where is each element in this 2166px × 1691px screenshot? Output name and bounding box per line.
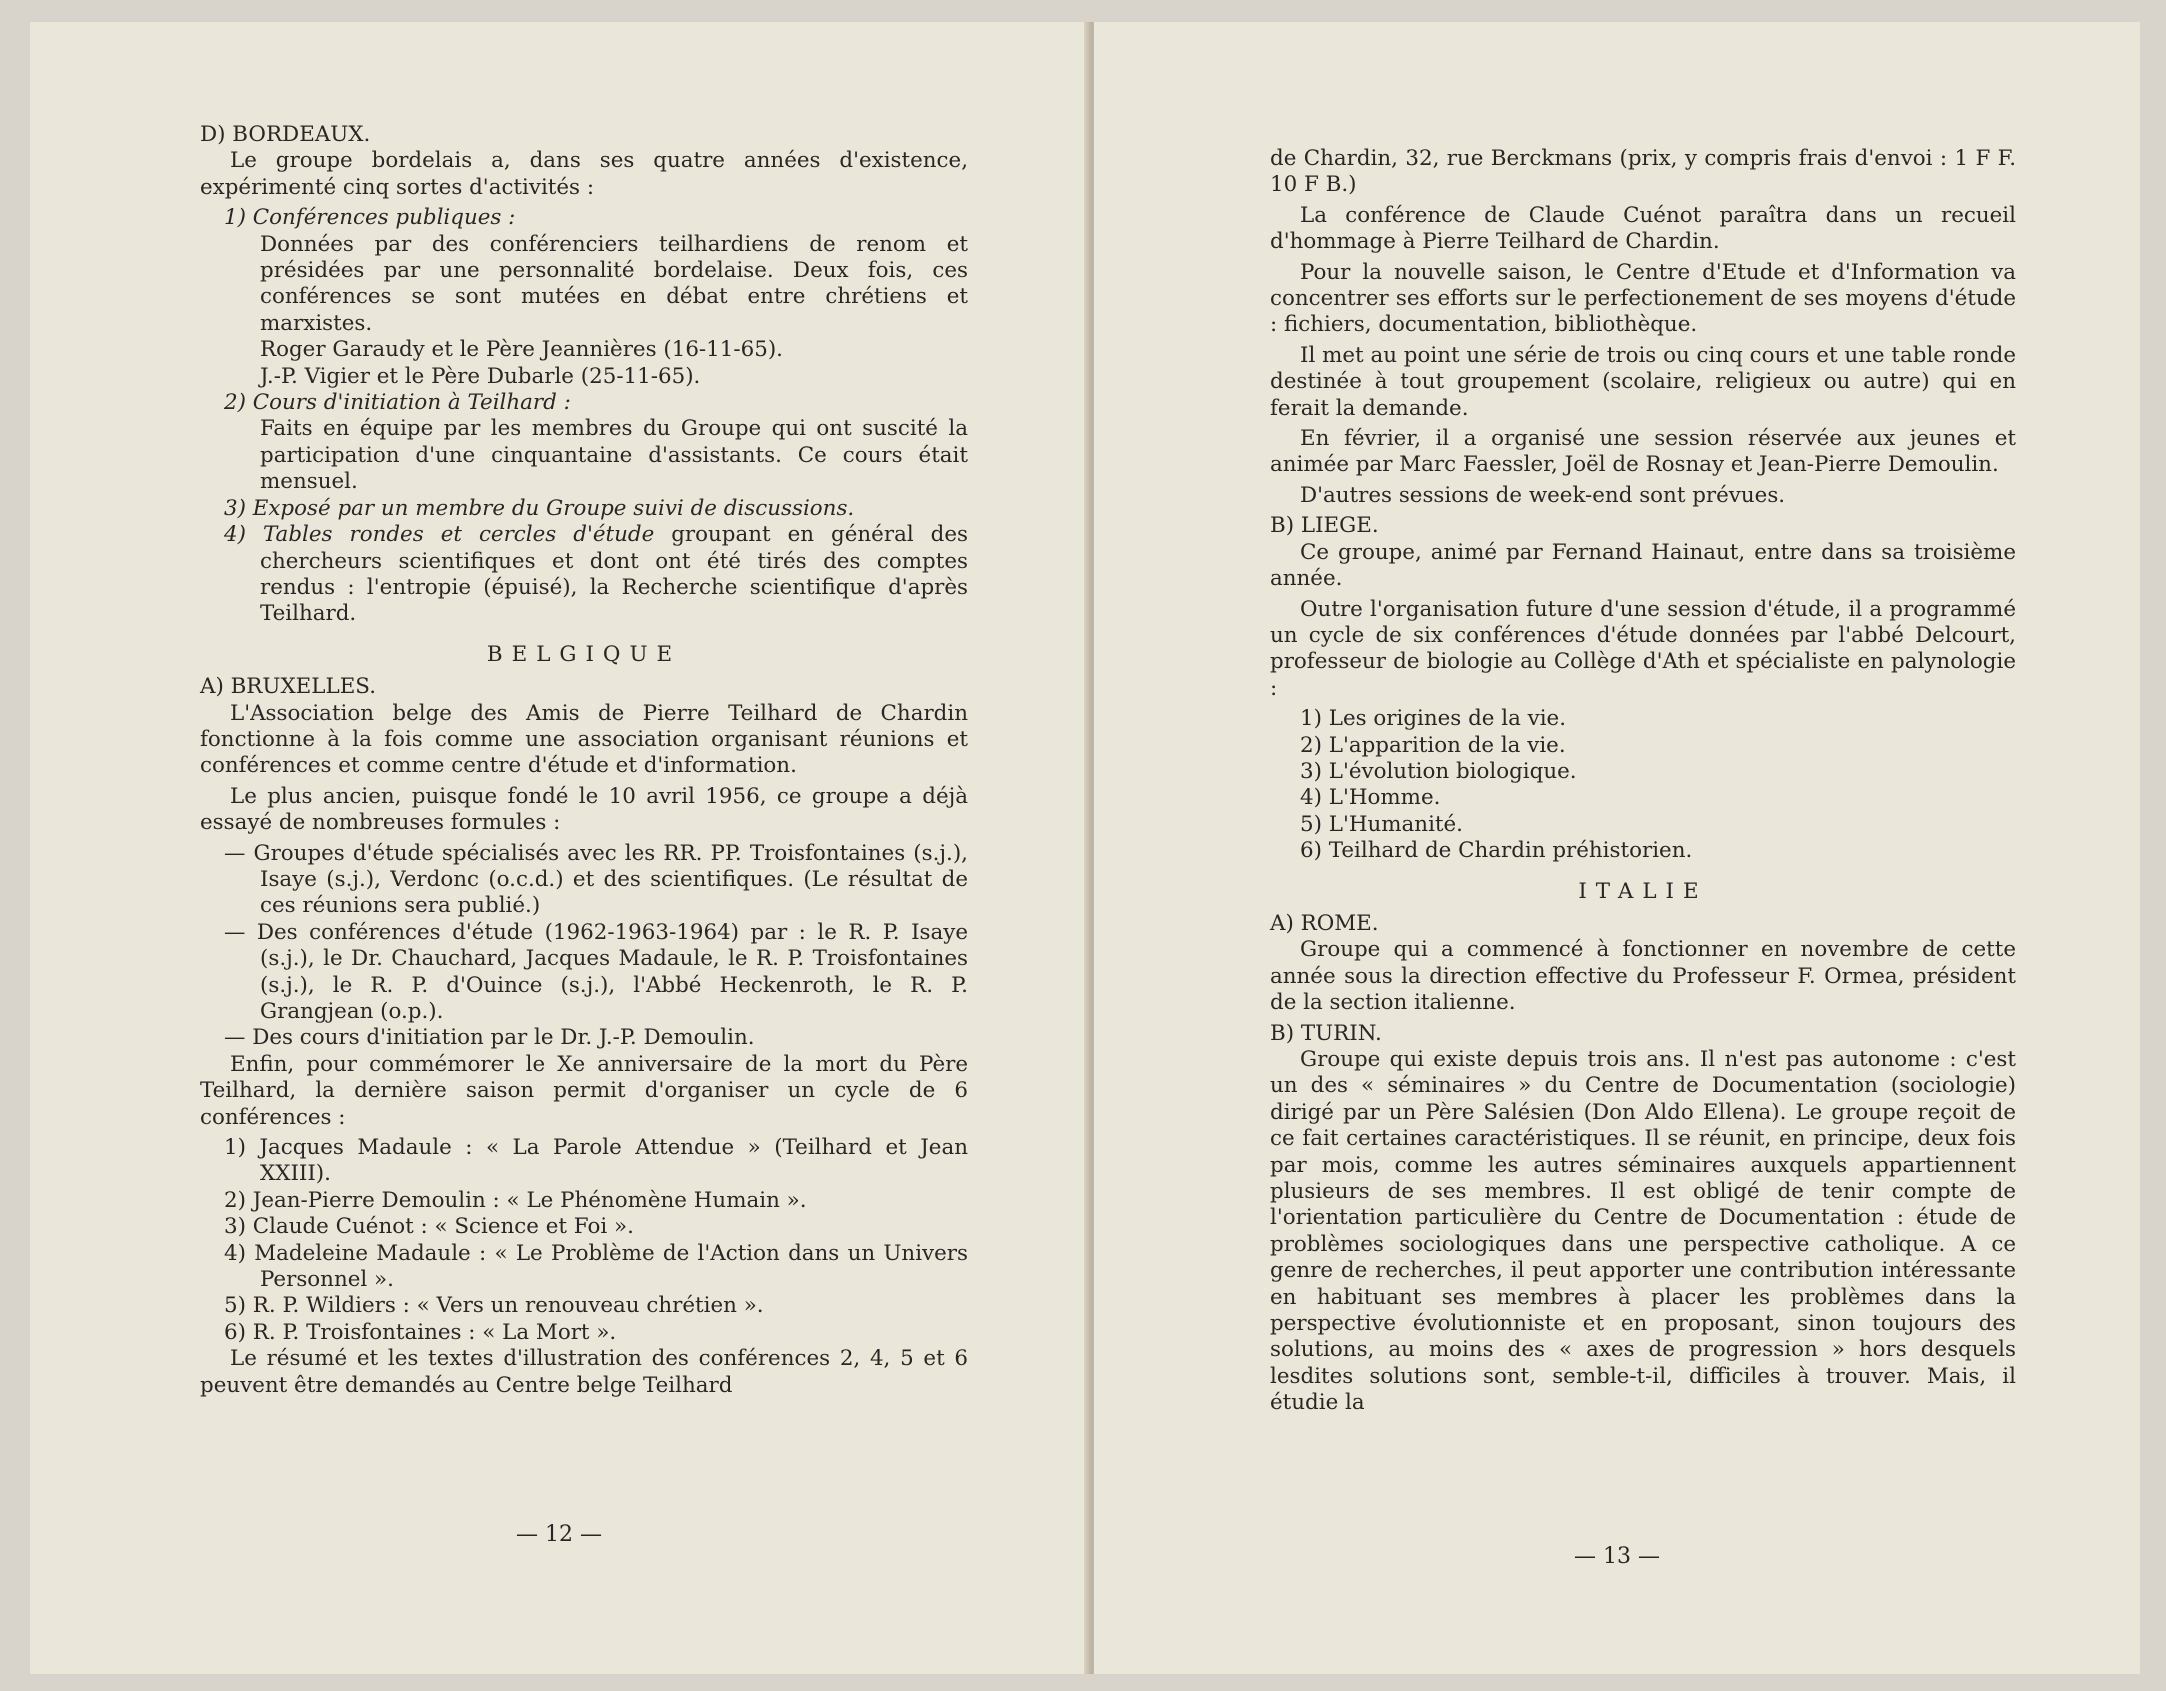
page-number-left: — 12 — [516,1522,602,1547]
conference-3: 3) Claude Cuénot : « Science et Foi ». [224,1214,634,1240]
cuenot-paragraph: La conférence de Claude Cuénot paraîtra dans un recueil d'hommage à Pierre Teilhard de Chardin. [1270,202,2016,255]
item1-label: 1) Conférences publiques : [224,205,516,231]
turin-paragraph: Groupe qui existe depuis trois ans. Il n'est pas autonome : c'est un des « séminaires » du Centre de Documentation (sociologie) dirigé par un Père Salésien (Don Aldo Ellena). Le groupe reçoit de ce fait certaines caractéristiques. Il se réunit, en principe, deux fois par mois, comme les autres séminaires auxquels appartiennent plusieurs de ses membres. Il est obligé de tenir compte de l'orientation particulière du Centre de Documentation : étude de problèmes sociologiques dans une perspective catholique. A ce genre de recherches, il peut apporter une contribution intéressante en habituant ses membres à placer les problèmes dans la perspective évolutionniste et en proposant, sinon toujours des solutions, au moins des « axes de progression » hors desquels lesdites solutions sont, semble-t-il, difficiles à trouver. Mais, il étudie la [1270,1047,2016,1416]
bruxelles-p1: L'Association belge des Amis de Pierre Teilhard de Chardin fonctionne à la fois comme une association organisant réunions et conférences et comme centre d'étude et d'information. [200,700,968,779]
bordeaux-intro: Le groupe bordelais a, dans ses quatre années d'existence, expérimenté cinq sortes d'activités : [200,148,968,200]
liege-list-item-6: 6) Teilhard de Chardin préhistorien. [1300,838,1693,864]
liege-list-item-3: 3) L'évolution biologique. [1300,758,1577,784]
liege-list-item-4: 4) L'Homme. [1300,785,1441,811]
rome-paragraph: Groupe qui a commencé à fonctionner en novembre de cette année sous la direction effective du Professeur F. Ormea, président de la section italienne. [1270,937,2016,1016]
page-number-right: — 13 — [1574,1544,1660,1569]
liege-list-item-5: 5) L'Humanité. [1300,811,1463,837]
dash-item-2: — Des conférences d'étude (1962-1963-1964) par : le R. P. Isaye (s.j.), le Dr. Chauchard, Jacques Madaule, le R. P. Troisfontaines (s.j.), le R. P. d'Ouince (s.j.), l'Abbé Heckenroth, le R. P. Grangjean (o.p.). [224,919,968,1024]
item4: 4) Tables rondes et cercles d'étude groupant en général des chercheurs scientifiques et dont ont été tirés des comptes rendus : l'entropie (épuisé), la Recherche scientifique d'après Teilhard. [224,522,968,627]
bruxelles-heading: A) BRUXELLES. [200,674,377,700]
rome-heading: A) ROME. [1270,910,1379,936]
continued-paragraph: de Chardin, 32, rue Berckmans (prix, y compris frais d'envoi : 1 F F. 10 F B.) [1270,146,2016,198]
italie-title: ITALIE [1578,878,1708,904]
liege-list-item-1: 1) Les origines de la vie. [1300,706,1567,732]
fevrier-paragraph: En février, il a organisé une session réservée aux jeunes et animée par Marc Faessler, Joël de Rosnay et Jean-Pierre Demoulin. [1270,426,2016,478]
item2-text: Faits en équipe par les membres du Groupe qui ont suscité la participation d'une cinquantaine d'assistants. Ce cours était mensuel. [260,416,968,495]
left-page [30,22,1088,1674]
dash-item-3: — Des cours d'initiation par le Dr. J.-P. Demoulin. [224,1025,755,1051]
liege-p1: Ce groupe, animé par Fernand Hainaut, entre dans sa troisième année. [1270,539,2016,592]
serie-paragraph: Il met au point une série de trois ou cinq cours et une table ronde destinée à tout groupement (scolaire, religieux ou autre) qui en ferait la demande. [1270,342,2016,421]
saison-paragraph: Pour la nouvelle saison, le Centre d'Etude et d'Information va concentrer ses efforts sur le perfectionement de ses moyens d'étude : fichiers, documentation, bibliothèque. [1270,259,2016,338]
bruxelles-p3: Enfin, pour commémorer le Xe anniversaire de la mort du Père Teilhard, la dernière saison permit d'organiser un cycle de 6 conférences : [200,1051,968,1130]
conference-4: 4) Madeleine Madaule : « Le Problème de l'Action dans un Univers Personnel ». [224,1240,968,1293]
conference-5: 5) R. P. Wildiers : « Vers un renouveau chrétien ». [224,1293,764,1319]
right-page [1094,22,2140,1674]
liege-p2: Outre l'organisation future d'une session d'étude, il a programmé un cycle de six conférences d'étude données par l'abbé Delcourt, professeur de biologie au Collège d'Ath et spécialiste en palynologie : [1270,596,2016,701]
conference-1: 1) Jacques Madaule : « La Parole Attendue » (Teilhard et Jean XXIII). [224,1135,968,1187]
liege-heading: B) LIEGE. [1270,513,1379,539]
item3-label: 3) Exposé par un membre du Groupe suivi de discussions. [224,495,855,521]
belgique-title: BELGIQUE [486,641,682,667]
dash-item-1: — Groupes d'étude spécialisés avec les RR. PP. Troisfontaines (s.j.), Isaye (s.j.), Verdonc (o.c.d.) et des scientifiques. (Le résultat de ces réunions sera publié.) [224,840,968,919]
item2-label: 2) Cours d'initiation à Teilhard : [224,390,571,416]
bordeaux-heading: D) BORDEAUX. [200,122,371,147]
item1-line1: Roger Garaudy et le Père Jeannières (16-11-65). [260,337,783,363]
conference-6: 6) R. P. Troisfontaines : « La Mort ». [224,1319,617,1345]
left-column [200,122,968,1399]
liege-list [1270,706,2016,864]
bruxelles-p2: Le plus ancien, puisque fondé le 10 avril 1956, ce groupe a déjà essayé de nombreuses formules : [200,783,968,836]
bruxelles-p4: Le résumé et les textes d'illustration des conférences 2, 4, 5 et 6 peuvent être demandés au Centre belge Teilhard [200,1346,968,1398]
right-column [1270,146,2016,1417]
autres-paragraph: D'autres sessions de week-end sont prévues. [1300,482,1786,508]
item1-line2: J.-P. Vigier et le Père Dubarle (25-11-65). [260,363,701,389]
item1-text: Données par des conférenciers teilhardiens de renom et présidées par une personnalité bordelaise. Deux fois, ces conférences se sont mutées en débat entre chrétiens et marxistes. [260,231,968,336]
turin-heading: B) TURIN. [1270,1020,1382,1046]
liege-list-item-2: 2) L'apparition de la vie. [1300,732,1566,758]
conference-2: 2) Jean-Pierre Demoulin : « Le Phénomène Humain ». [224,1187,807,1213]
